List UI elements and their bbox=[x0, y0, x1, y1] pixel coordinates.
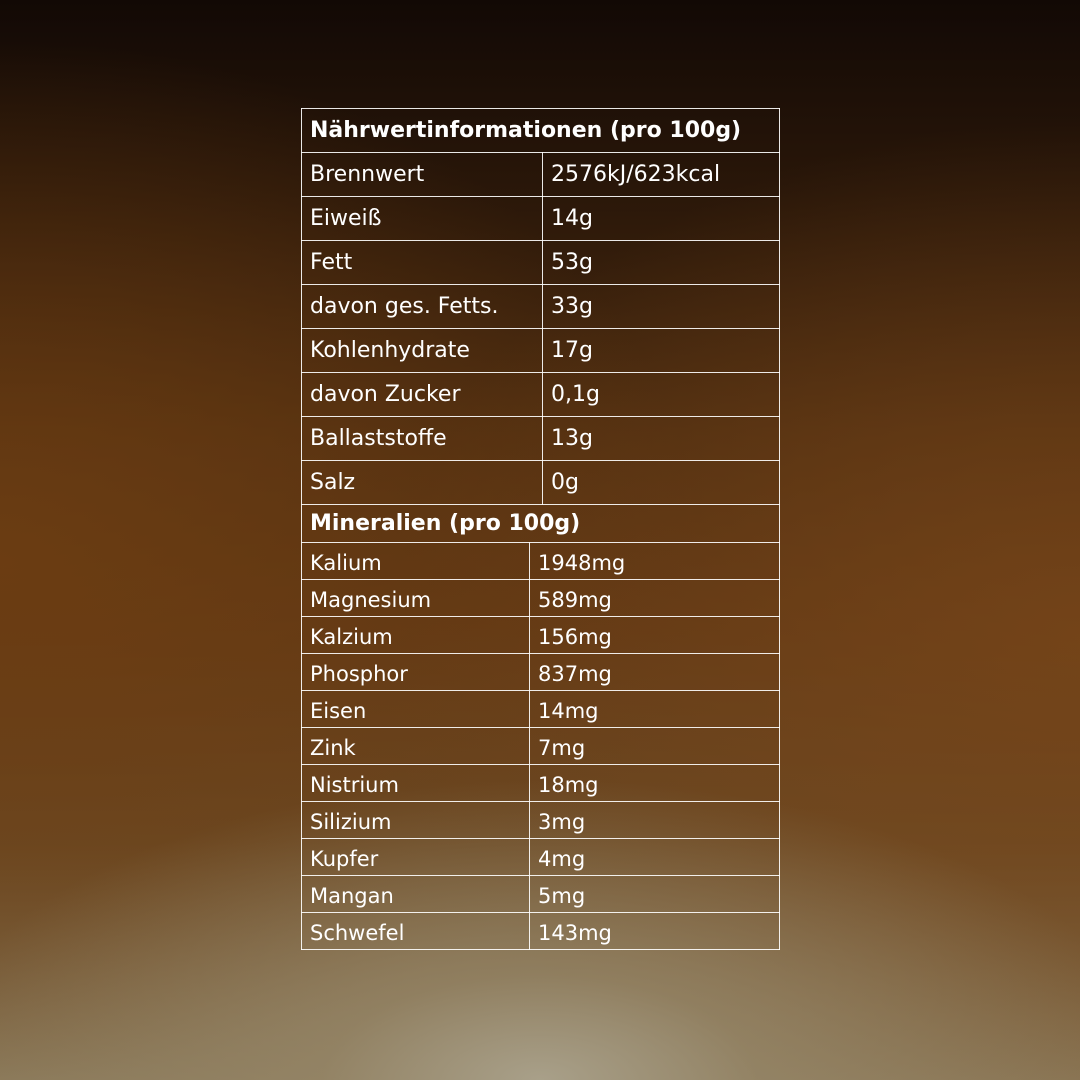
table-row bbox=[302, 285, 780, 329]
minerals-table bbox=[301, 505, 780, 950]
mineral-label: Schwefel bbox=[302, 913, 530, 950]
mineral-value: 14mg bbox=[530, 691, 780, 728]
table-row bbox=[302, 876, 780, 913]
table-row bbox=[302, 417, 780, 461]
mineral-label: Zink bbox=[302, 728, 530, 765]
mineral-label: Silizium bbox=[302, 802, 530, 839]
nutrient-label: Brennwert bbox=[302, 153, 543, 197]
mineral-label: Nistrium bbox=[302, 765, 530, 802]
mineral-value: 156mg bbox=[530, 617, 780, 654]
table-row bbox=[302, 802, 780, 839]
mineral-value: 589mg bbox=[530, 580, 780, 617]
nutrient-value: 0,1g bbox=[543, 373, 780, 417]
nutrient-label: davon ges. Fetts. bbox=[302, 285, 543, 329]
nutrient-value: 2576kJ/623kcal bbox=[543, 153, 780, 197]
table-row bbox=[302, 728, 780, 765]
mineral-value: 7mg bbox=[530, 728, 780, 765]
mineral-label: Mangan bbox=[302, 876, 530, 913]
table-row bbox=[302, 654, 780, 691]
table-row bbox=[302, 543, 780, 580]
table-row bbox=[302, 691, 780, 728]
minerals-header-row bbox=[302, 505, 780, 543]
table-row bbox=[302, 329, 780, 373]
nutrient-label: Ballaststoffe bbox=[302, 417, 543, 461]
mineral-value: 1948mg bbox=[530, 543, 780, 580]
table-row bbox=[302, 580, 780, 617]
nutrient-label: davon Zucker bbox=[302, 373, 543, 417]
table-row bbox=[302, 241, 780, 285]
table-row bbox=[302, 461, 780, 505]
mineral-value: 143mg bbox=[530, 913, 780, 950]
table-row bbox=[302, 765, 780, 802]
nutrient-label: Kohlenhydrate bbox=[302, 329, 543, 373]
mineral-label: Phosphor bbox=[302, 654, 530, 691]
nutrient-value: 33g bbox=[543, 285, 780, 329]
nutrient-value: 0g bbox=[543, 461, 780, 505]
table-row bbox=[302, 913, 780, 950]
nutrient-label: Fett bbox=[302, 241, 543, 285]
nutrient-value: 13g bbox=[543, 417, 780, 461]
nutrient-value: 53g bbox=[543, 241, 780, 285]
mineral-label: Eisen bbox=[302, 691, 530, 728]
nutrient-value: 14g bbox=[543, 197, 780, 241]
mineral-value: 5mg bbox=[530, 876, 780, 913]
nutrition-panel bbox=[301, 108, 779, 950]
table-row bbox=[302, 197, 780, 241]
nutrition-title: Nährwertinformationen (pro 100g) bbox=[302, 109, 780, 153]
mineral-label: Kupfer bbox=[302, 839, 530, 876]
mineral-label: Magnesium bbox=[302, 580, 530, 617]
nutrient-value: 17g bbox=[543, 329, 780, 373]
mineral-value: 3mg bbox=[530, 802, 780, 839]
nutrient-label: Salz bbox=[302, 461, 543, 505]
mineral-value: 837mg bbox=[530, 654, 780, 691]
mineral-label: Kalium bbox=[302, 543, 530, 580]
table-row bbox=[302, 617, 780, 654]
mineral-label: Kalzium bbox=[302, 617, 530, 654]
mineral-value: 18mg bbox=[530, 765, 780, 802]
nutrition-table bbox=[301, 108, 780, 505]
minerals-title: Mineralien (pro 100g) bbox=[302, 505, 780, 543]
table-row bbox=[302, 839, 780, 876]
table-row bbox=[302, 153, 780, 197]
table-row bbox=[302, 373, 780, 417]
mineral-value: 4mg bbox=[530, 839, 780, 876]
nutrient-label: Eiweiß bbox=[302, 197, 543, 241]
nutrition-header-row bbox=[302, 109, 780, 153]
